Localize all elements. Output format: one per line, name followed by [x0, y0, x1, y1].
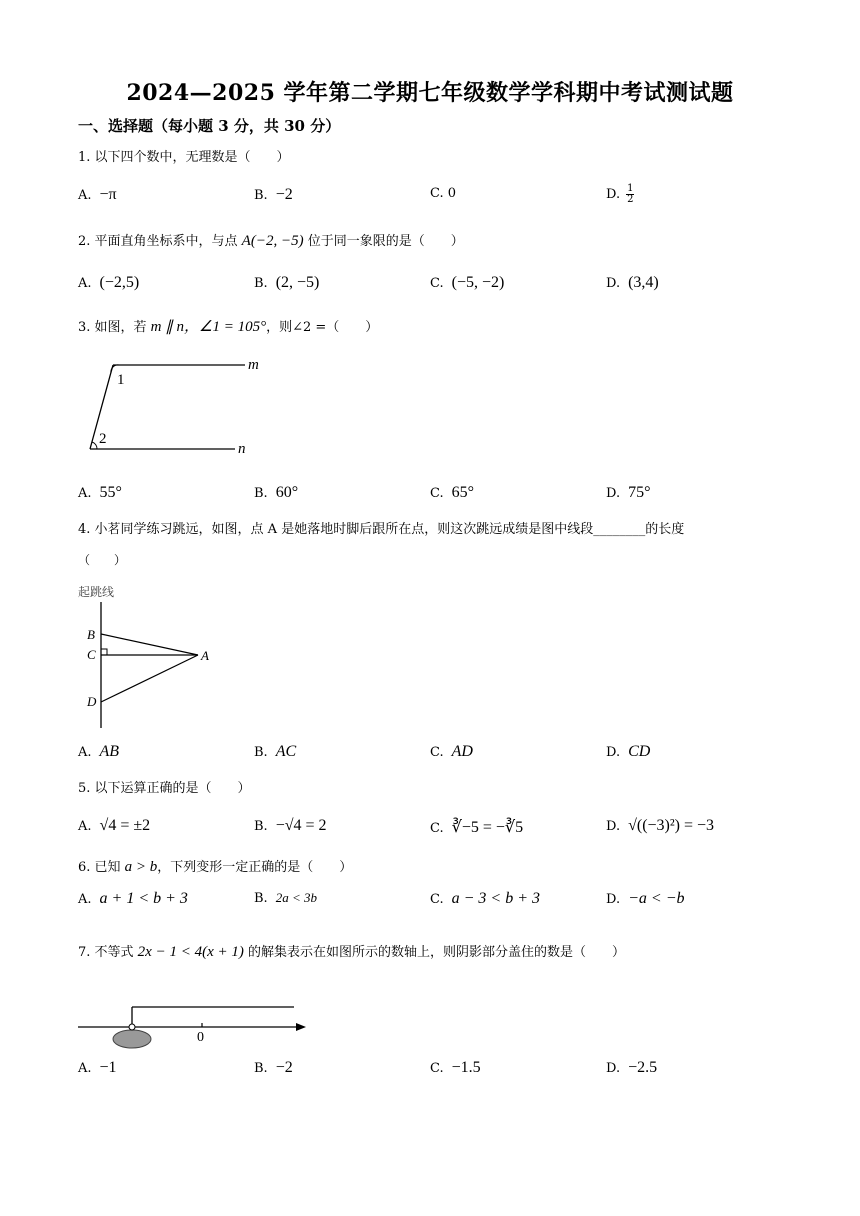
- q4-option-b[interactable]: B. AC: [254, 743, 297, 760]
- segment-ab: [101, 634, 198, 655]
- q4-option-d[interactable]: D. CD: [606, 743, 651, 760]
- q4-option-a[interactable]: A. AB: [78, 743, 120, 760]
- question-6-stem: 6. 已知 a > b，下列变形一定正确的是（ ）: [78, 859, 353, 875]
- question-4-stem-paren: （ ）: [78, 553, 127, 567]
- number-line-figure: [78, 998, 318, 1054]
- label-b: B: [87, 627, 95, 642]
- q6-option-c[interactable]: C. a − 3 < b + 3: [430, 890, 541, 907]
- q1-option-d[interactable]: D. $\frac{1}{2}$: [606, 183, 634, 205]
- axis-arrow: [296, 1023, 306, 1031]
- label-n: n: [238, 441, 246, 457]
- question-5-stem: 5. 以下运算正确的是（ ）: [78, 781, 251, 796]
- q2-option-b[interactable]: B. (2, −5): [254, 274, 320, 291]
- label-m: m: [248, 357, 259, 373]
- q5-option-d[interactable]: D. √((−3)²) = −3: [606, 817, 715, 834]
- q4-option-c[interactable]: C. AD: [430, 743, 473, 760]
- q3-option-d[interactable]: D. 75°: [606, 484, 651, 501]
- label-angle-2: 2: [99, 431, 107, 447]
- angle-2-arc: [92, 442, 97, 449]
- open-circle: [129, 1024, 135, 1030]
- q3-option-c[interactable]: C. 65°: [430, 484, 475, 501]
- parallel-lines-figure: [80, 352, 280, 462]
- q3-option-a[interactable]: A. 55°: [78, 484, 122, 501]
- q3-option-b[interactable]: B. 60°: [254, 484, 299, 501]
- question-7-stem: 7. 不等式 2x − 1 < 4(x + 1) 的解集表示在如图所示的数轴上，则阴影部分盖住的数是（ ）: [78, 944, 625, 960]
- q7-option-b[interactable]: B. −2: [254, 1059, 293, 1076]
- label-d: D: [87, 694, 97, 709]
- question-4-stem: 4. 小茗同学练习跳远，如图，点 A 是她落地时脚后跟所在点，则这次跳远成绩是图中线段________的长度: [78, 522, 685, 537]
- q6-option-d[interactable]: D. −a < −b: [606, 890, 685, 907]
- zero-label: 0: [197, 1030, 204, 1045]
- label-c: C: [87, 647, 96, 662]
- question-1-stem: 1. 以下四个数中，无理数是（ ）: [78, 150, 290, 165]
- segment-ad: [101, 655, 198, 702]
- q6-option-a[interactable]: A. a + 1 < b + 3: [78, 890, 188, 907]
- long-jump-figure: [78, 582, 228, 732]
- question-3-stem: 3. 如图，若 m ∥ n，∠1 = 105°，则∠2 =（ ）: [78, 319, 379, 335]
- q7-option-a[interactable]: A. −1: [78, 1059, 117, 1076]
- q2-option-d[interactable]: D. (3,4): [606, 274, 659, 291]
- q5-option-a[interactable]: A. √4 = ±2: [78, 817, 151, 834]
- right-angle-mark: [101, 649, 107, 655]
- q7-option-c[interactable]: C. −1.5: [430, 1059, 481, 1076]
- label-angle-1: 1: [117, 372, 125, 388]
- label-a: A: [201, 648, 209, 663]
- fraction: $\frac{1}{2}$: [627, 183, 634, 205]
- q1-option-a[interactable]: A. −π: [78, 186, 117, 203]
- question-2-stem: 2. 平面直角坐标系中，与点 A(−2, −5) 位于同一象限的是（ ）: [78, 233, 464, 249]
- q2-option-c[interactable]: C. (−5, −2): [430, 274, 505, 291]
- takeoff-line-caption: 起跳线: [78, 585, 115, 599]
- q5-option-c[interactable]: C. ∛−5 = −∛5: [430, 819, 524, 836]
- q7-option-d[interactable]: D. −2.5: [606, 1059, 658, 1076]
- q6-option-b[interactable]: B. 2a < 3b: [254, 890, 317, 906]
- shaded-cover: [113, 1030, 151, 1048]
- page-title: 2024—2025 学年第二学期七年级数学学科期中考试测试题: [126, 80, 734, 106]
- q5-option-b[interactable]: B. −√4 = 2: [254, 817, 327, 834]
- q1-option-c[interactable]: C. 0: [430, 186, 457, 201]
- q1-option-b[interactable]: B. −2: [254, 186, 293, 203]
- section-heading: 一、选择题（每小题 3 分，共 30 分）: [78, 117, 341, 135]
- q2-option-a[interactable]: A. (−2,5): [78, 274, 140, 291]
